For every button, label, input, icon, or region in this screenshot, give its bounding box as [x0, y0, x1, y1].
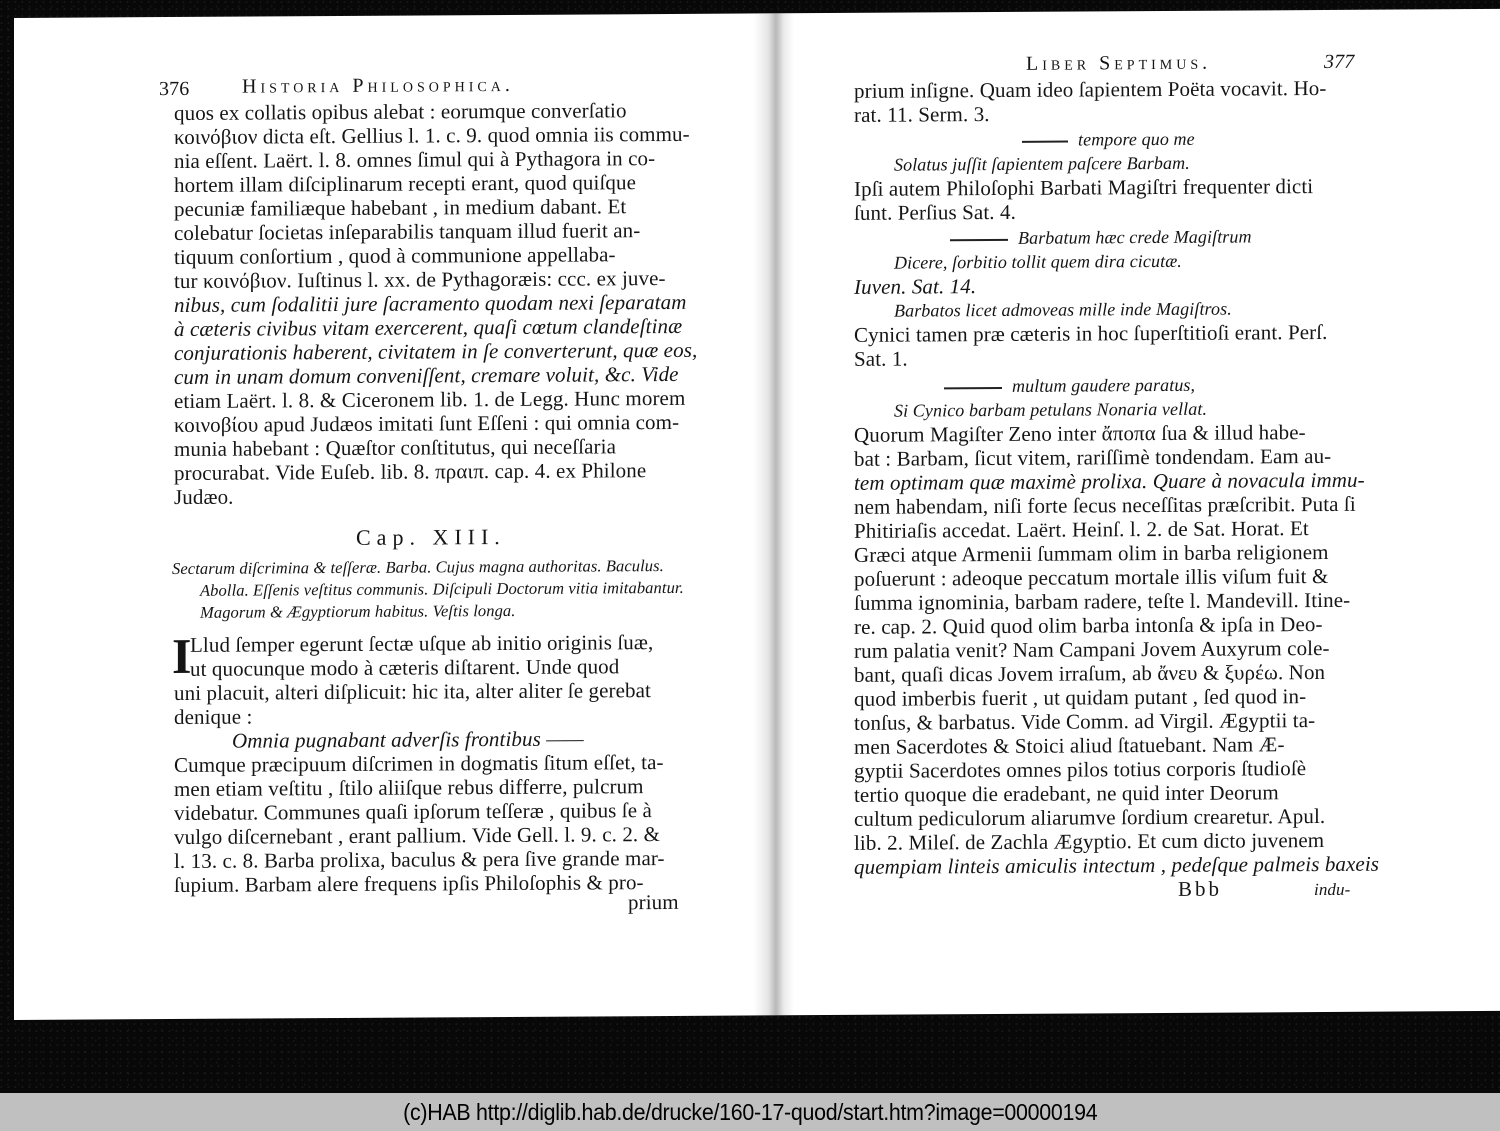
- text-line: Sat. 1.: [854, 346, 908, 371]
- text-line: κοινόβιον dicta eſt. Gellius l. 1. c. 9. quod omnia iis commu-: [174, 121, 690, 150]
- text-line: vulgo diſcernebant , erant pallium. Vide Gell. l. 9. c. 2. &: [174, 822, 661, 850]
- citation: Iuven. Sat. 14.: [854, 274, 977, 299]
- text-line: Quorum Magiſter Zeno inter ἄποπα ſua & illud habe-: [854, 420, 1306, 447]
- text-line: denique :: [174, 704, 253, 730]
- verse-dash: [1022, 140, 1068, 142]
- text-line: cultum pediculorum aliarumve ſordium crearetur. Apul.: [854, 803, 1326, 831]
- verse-line: [950, 224, 1252, 250]
- text-line: tonſus, & barbatus. Vide Comm. ad Virgil. Ægyptii ta-: [854, 708, 1316, 735]
- text-line: nibus, cum ſodalitii jure ſacramento quodam nexi ſeparatam: [174, 289, 687, 318]
- signature-mark: Bbb: [1178, 876, 1223, 901]
- text-line: conjurationis haberent, civitatem in ſe converterunt, quæ eos,: [174, 337, 698, 366]
- text-line: tem optimam quæ maximè prolixa. Quare à novacula immu-: [854, 467, 1365, 495]
- text-line: quod imberbis fuerit , ut quidam putant , ſed quod in-: [854, 684, 1307, 711]
- copyright-caption-bar: [0, 1093, 1500, 1131]
- chapter-summary-line: Sectarum diſcrimina & teſſeræ. Barba. Cujus magna authoritas. Baculus.: [172, 556, 664, 579]
- verse-line: [944, 373, 1195, 399]
- text-line: Cumque præcipuum diſcrimen in dogmatis ſitum eſſet, ta-: [174, 750, 664, 778]
- text-line: nem habendam, niſi forte ſecus neceſſitas præſcribit. Puta ſi: [854, 491, 1356, 519]
- verse-line: Si Cynico barbam petulans Nonaria vellat.: [894, 398, 1208, 421]
- verse-line: Barbatos licet admoveas mille inde Magiſtros.: [894, 298, 1232, 321]
- verse-dash: [944, 387, 1002, 389]
- text-line: Phitiriaſis accedat. Laërt. Heinſ. l. 2. de Sat. Horat. Et: [854, 516, 1309, 543]
- verse-line: [1022, 127, 1195, 152]
- text-line: lib. 2. Mileſ. de Zachla Ægyptio. Et cum dicto juvenem: [854, 827, 1325, 855]
- text-line: ſunt. Perſius Sat. 4.: [854, 199, 1016, 225]
- text-line: tur κοινόβιον. Iuſtinus l. xx. de Pythagoræis: ccc. ex juve-: [174, 266, 666, 294]
- chapter-heading: Cap. XIII.: [356, 523, 506, 550]
- text-line: Ipſi autem Philoſophi Barbati Magiſtri frequenter dicti: [854, 174, 1314, 201]
- text-line: procurabat. Vide Euſeb. lib. 8. πραιπ. cap. 4. ex Philone: [174, 458, 647, 486]
- text-line: men Sacerdotes & Stoici aliud ſtatuebant. Nam Æ-: [854, 732, 1285, 759]
- text-line: l. 13. c. 8. Barba prolixa, baculus & pera ſive grande mar-: [174, 846, 665, 874]
- text-line: κοινοβίου apud Judæos imitati ſunt Eſſeni : qui omnia com-: [174, 409, 680, 438]
- verse-text: Barbatum hæc crede Magiſtrum: [1018, 226, 1252, 248]
- text-line: cum in unam domum conveniſſent, cremare voluit, &c. Vide: [174, 361, 679, 390]
- copyright-caption: (c)HAB http://diglib.hab.de/drucke/160-17-quod/start.htm?image=00000194: [402, 1098, 1098, 1125]
- verse-dash: [950, 239, 1008, 241]
- text-line: pecuniæ familiæque habebant , in medium dabant. Et: [174, 194, 627, 222]
- text-line: rum palatia venit? Nam Campani Jovem Auxyrum cole-: [854, 635, 1330, 663]
- text-line: munia habebant : Quæſtor conſtitutus, qui neceſſaria: [174, 434, 617, 462]
- verse-text: multum gaudere paratus,: [1012, 374, 1196, 396]
- verse-line: Solatus juſſit ſapientem paſcere Barbam.: [894, 152, 1190, 175]
- left-page-number: 376: [159, 77, 190, 101]
- drop-cap: I: [172, 627, 192, 685]
- catchword: prium: [628, 889, 679, 915]
- text-line: Cynici tamen præ cæteris in hoc ſuperſtitioſi erant. Perſ.: [854, 319, 1328, 347]
- text-line: hortem illam diſciplinarum recepti erant, quod quiſque: [174, 170, 637, 198]
- text-line: tertio quoque die eradebant, ne quid inter Deorum: [854, 780, 1279, 807]
- text-line: videbatur. Communes quaſi ipſorum teſſeræ , quibus ſe à: [174, 798, 652, 826]
- text-line: ſupium. Barbam alere frequens ipſis Philoſophis & pro-: [174, 870, 644, 898]
- text-line: Judæo.: [174, 484, 234, 510]
- catchword: indu-: [1314, 879, 1351, 900]
- text-line: nia eſſent. Laërt. l. 8. omnes ſimul qui à Pythagora in co-: [174, 146, 656, 174]
- text-line: men etiam veſtitu , ſtilo aliiſque rebus differre, pulcrum: [174, 774, 644, 802]
- text-line: bant, quaſi dicas Jovem irraſum, ab ἄνευ & ξυρέω. Non: [854, 659, 1326, 687]
- verse-line: Omnia pugnabant adverſis frontibus ——: [232, 726, 584, 753]
- text-line: poſuerunt : adeoque peccatum mortale illis viſum fuit &: [854, 563, 1329, 591]
- text-line: prium inſigne. Quam ideo ſapientem Poëta vocavit. Ho-: [854, 75, 1327, 103]
- text-line: quos ex collatis opibus alebat : eorumque converſatio: [174, 98, 627, 126]
- text-line: ſumma ignominia, barbam radere, teſte l. Mandevill. Itine-: [854, 587, 1351, 615]
- chapter-summary-line: Magorum & Ægyptiorum habitus. Veſtis longa.: [200, 600, 516, 622]
- text-line: rat. 11. Serm. 3.: [854, 102, 990, 127]
- text-line: Græci atque Armenii ſummam olim in barba religionem: [854, 539, 1329, 567]
- chapter-summary-line: Abolla. Eſſenis veſtitus communis. Diſcipuli Doctorum vitia imitabantur.: [200, 577, 684, 600]
- right-running-head: Liber Septimus.: [1026, 51, 1212, 75]
- book-gutter: [754, 13, 794, 1015]
- right-page: [794, 9, 1500, 1015]
- verse-line: Dicere, ſorbitio tollit quem dira cicutæ.: [894, 250, 1182, 273]
- text-line: uni placuit, alteri diſplicuit: hic ita, alter aliter ſe gerebat: [174, 678, 651, 706]
- left-page: [14, 13, 754, 1020]
- text-line: quempiam linteis amiculis intectum , pedeſque palmeis baxeis: [854, 851, 1380, 879]
- text-line: colebatur ſocietas inſeparabilis tanquam illud fuerit an-: [174, 218, 641, 246]
- text-line: Llud ſemper egerunt ſectæ uſque ab initio originis ſuæ,: [190, 630, 654, 657]
- text-line: etiam Laërt. l. 8. & Ciceronem lib. 1. de Legg. Hunc morem: [174, 385, 686, 414]
- text-line: re. cap. 2. Quid quod olim barba intonſa & ipſa in Deo-: [854, 612, 1323, 639]
- right-page-number: 377: [1324, 50, 1355, 73]
- text-line: ut quocunque modo à cæteris diſtarent. Unde quod: [190, 654, 620, 681]
- left-running-head: Historia Philosophica.: [242, 73, 514, 98]
- text-line: à cæteris civibus vitam exercerent, quaſi cœtum clandeſtinæ: [174, 313, 683, 342]
- verse-text: tempore quo me: [1078, 128, 1195, 150]
- text-line: bat : Barbam, ſicut vitem, rariſſimè tondendam. Eam au-: [854, 443, 1332, 471]
- book-spread: [14, 9, 1500, 1020]
- text-line: gyptii Sacerdotes omnes pilos totius corporis ſtudioſè: [854, 756, 1307, 783]
- text-line: tiquum conſortium , quod à communione appellaba-: [174, 242, 616, 270]
